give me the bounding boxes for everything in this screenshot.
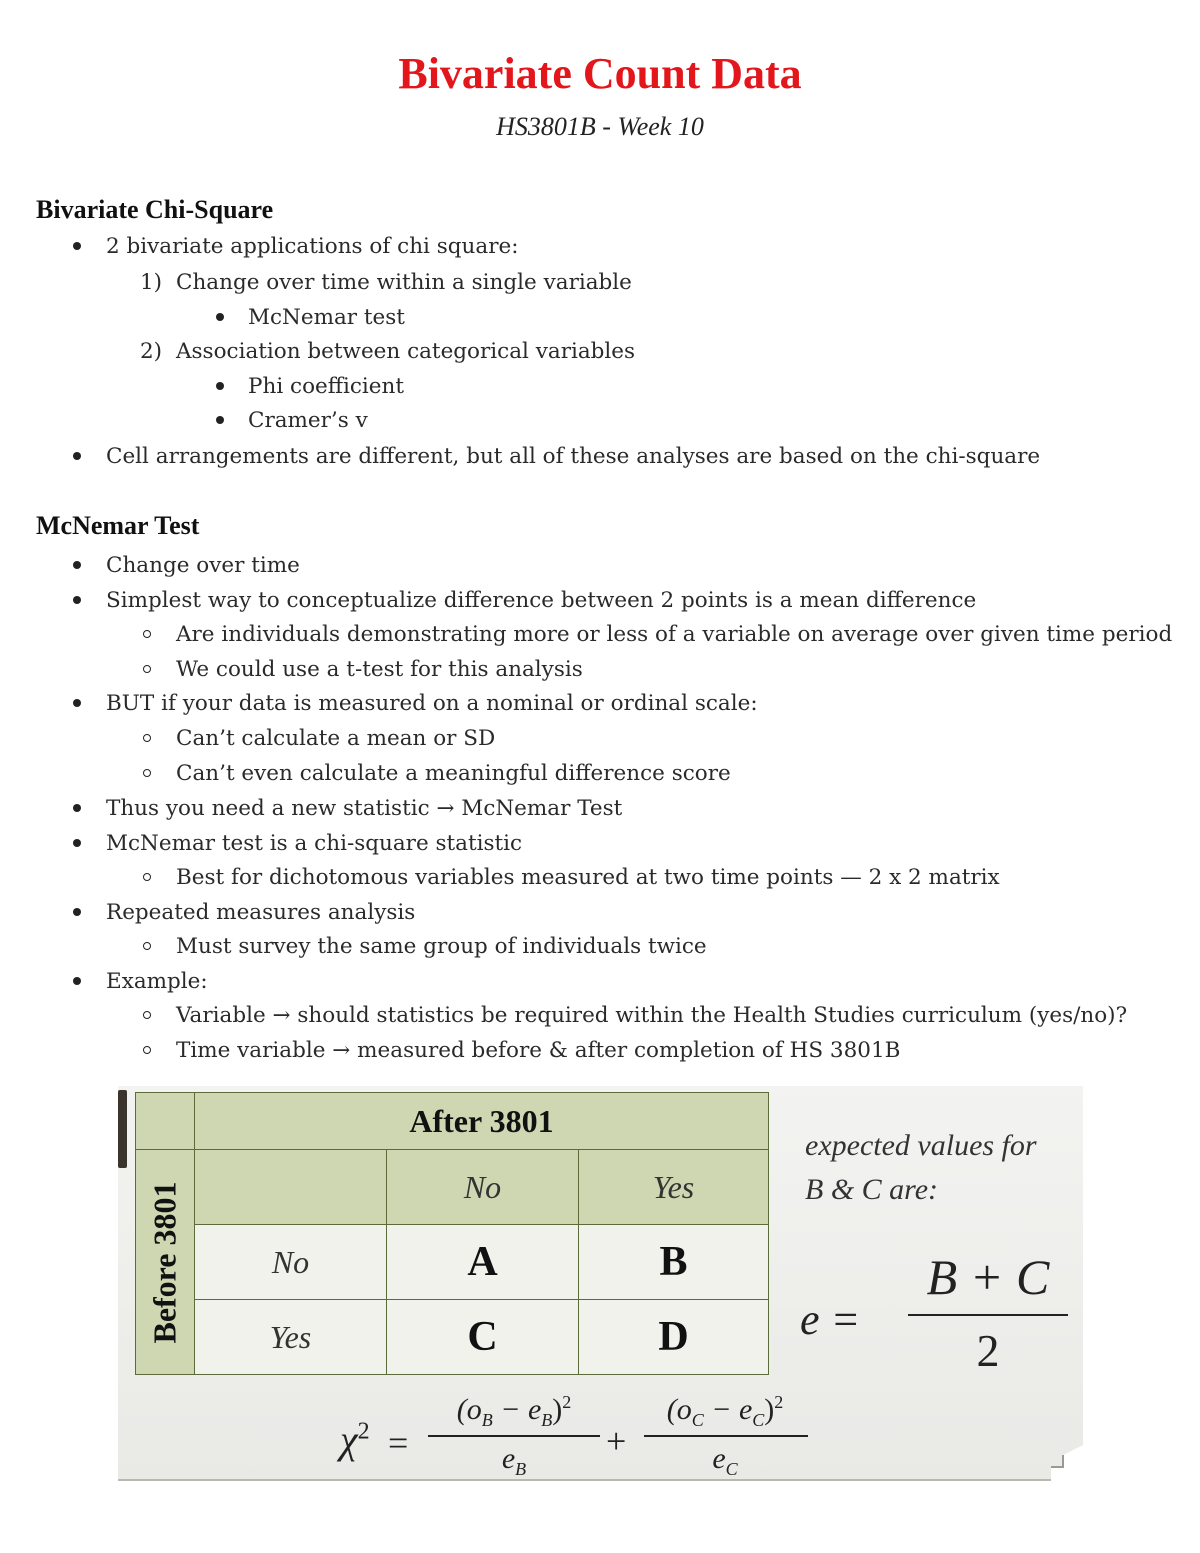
term2-exponent: 2 — [774, 1392, 784, 1412]
list-item: Phi coefficient — [248, 374, 405, 399]
cell-c-label: C — [467, 1314, 498, 1360]
cell-b-label: B — [659, 1239, 688, 1285]
list-item: Cell arrangements are different, but all of these analyses are based on the chi-square — [106, 444, 1041, 469]
cell-a — [386, 1224, 579, 1300]
mcnemar-figure — [118, 1086, 1083, 1481]
col-header-yes-label: Yes — [652, 1168, 695, 1205]
expected-formula-numerator: B + C — [926, 1249, 1050, 1305]
section-heading-mcnemar-test: McNemar Test — [36, 511, 200, 540]
after-label: After 3801 — [409, 1102, 554, 1139]
term1-exponent: 2 — [562, 1392, 572, 1412]
expected-formula-denominator: 2 — [976, 1325, 1000, 1376]
chi-symbol — [340, 1416, 370, 1463]
bullet-dot-icon — [73, 908, 81, 916]
expected-formula-lhs: e = — [800, 1295, 861, 1344]
term2-numerator — [640, 1392, 810, 1431]
term2-denominator — [640, 1442, 810, 1480]
list-item: Time variable → measured before & after completion of HS 3801B — [176, 1038, 901, 1063]
col-header-no — [386, 1149, 579, 1225]
cell-c — [386, 1299, 579, 1375]
section-heading-bivariate-chi-square: Bivariate Chi-Square — [36, 195, 274, 224]
list-item: Change over time — [106, 553, 300, 578]
list-item: Thus you need a new statistic → McNemar Test — [106, 796, 623, 821]
list-item: We could use a t-test for this analysis — [176, 657, 583, 682]
plus-sign: + — [606, 1421, 627, 1461]
before-header-cell — [135, 1149, 195, 1375]
bullet-dot-icon — [216, 416, 224, 424]
list-item: Best for dichotomous variables measured at two time points — 2 x 2 matrix — [176, 865, 1000, 890]
term1-open: (o — [456, 1393, 482, 1426]
list-item: McNemar test — [248, 305, 405, 330]
term2-fraction-bar — [644, 1435, 808, 1437]
term2-minus-e: − e — [703, 1393, 753, 1426]
list-item: Repeated measures analysis — [106, 900, 416, 925]
bullet-dot-icon — [73, 561, 81, 569]
bullet-dot-icon — [73, 452, 81, 460]
list-item: Association between categorical variables — [176, 339, 636, 364]
term1-sub-o: B — [481, 1410, 493, 1430]
term2-sub-e: C — [752, 1410, 765, 1430]
bullet-circle-icon — [143, 665, 151, 673]
list-item: Example: — [106, 969, 208, 994]
bullet-dot-icon — [216, 382, 224, 390]
cell-d-label: D — [658, 1314, 689, 1360]
bullet-dot-icon — [73, 596, 81, 604]
after-header-cell — [194, 1092, 769, 1150]
row-header-yes-label: Yes — [269, 1318, 312, 1355]
term1-sub-e: B — [541, 1410, 553, 1430]
expected-note-line-1: expected values for — [805, 1129, 1037, 1162]
bullet-circle-icon — [143, 630, 151, 638]
list-item: Are individuals demonstrating more or less of a variable on average over given time period — [176, 622, 1173, 647]
table-corner-cell — [135, 1092, 195, 1150]
list-item: BUT if your data is measured on a nominal or ordinal scale: — [106, 691, 758, 716]
row-header-no — [194, 1224, 387, 1300]
page-curl-icon — [1051, 1445, 1083, 1481]
page-subtitle: HS3801B - Week 10 — [496, 112, 704, 141]
row-header-yes — [194, 1299, 387, 1375]
term1-close: ) — [552, 1393, 563, 1426]
bullet-circle-icon — [143, 769, 151, 777]
before-label: Before 3801 — [146, 1180, 183, 1344]
term1-fraction-bar — [428, 1435, 600, 1437]
term1-den-e: e — [501, 1442, 516, 1475]
list-item: Can’t calculate a mean or SD — [176, 726, 496, 751]
fraction-bar — [908, 1314, 1068, 1316]
term1-denominator — [426, 1442, 602, 1480]
bullet-circle-icon — [143, 1046, 151, 1054]
col-header-yes — [578, 1149, 769, 1225]
list-item: Must survey the same group of individuals twice — [176, 934, 707, 959]
figure-edge-bar — [118, 1090, 127, 1168]
term1-den-sub: B — [515, 1459, 527, 1479]
list-item: Cramer’s v — [248, 408, 368, 433]
bullet-dot-icon — [73, 699, 81, 707]
list-number: 1) — [140, 270, 163, 295]
bullet-dot-icon — [73, 977, 81, 985]
cell-d — [578, 1299, 769, 1375]
bullet-dot-icon — [73, 242, 81, 250]
list-item: Variable → should statistics be required within the Health Studies curriculum (yes/no)? — [176, 1003, 1128, 1028]
cell-a-label: A — [467, 1239, 498, 1285]
term2-den-sub: C — [725, 1459, 738, 1479]
list-item: 2 bivariate applications of chi square: — [106, 234, 519, 259]
bullet-circle-icon — [143, 873, 151, 881]
bullet-dot-icon — [216, 313, 224, 321]
bullet-circle-icon — [143, 942, 151, 950]
list-item: Can’t even calculate a meaningful difference score — [176, 761, 731, 786]
contingency-table — [135, 1092, 769, 1375]
chi-equals: = — [388, 1423, 409, 1463]
term2-close: ) — [764, 1393, 775, 1426]
cell-b — [578, 1224, 769, 1300]
bullet-circle-icon — [143, 734, 151, 742]
term1-minus-e: − e — [492, 1393, 542, 1426]
empty-header-cell — [194, 1149, 387, 1225]
page-title: Bivariate Count Data — [398, 49, 802, 98]
chi-letter: χ — [340, 1417, 358, 1462]
expected-values-note — [805, 1124, 1037, 1211]
term2-den-e: e — [712, 1442, 726, 1475]
list-item: McNemar test is a chi-square statistic — [106, 831, 523, 856]
expected-note-line-2: B & C are: — [805, 1172, 939, 1206]
list-number: 2) — [140, 339, 163, 364]
term1-numerator — [426, 1392, 602, 1431]
bullet-circle-icon — [143, 1011, 151, 1019]
list-item: Simplest way to conceptualize difference between 2 points is a mean difference — [106, 588, 977, 613]
bullet-dot-icon — [73, 839, 81, 847]
col-header-no-label: No — [463, 1168, 502, 1205]
chi-exponent: 2 — [357, 1418, 370, 1445]
term2-open: (o — [666, 1393, 692, 1426]
row-header-no-label: No — [271, 1243, 310, 1280]
bullet-dot-icon — [73, 804, 81, 812]
term2-sub-o: C — [691, 1410, 704, 1430]
list-item: Change over time within a single variable — [176, 270, 632, 295]
